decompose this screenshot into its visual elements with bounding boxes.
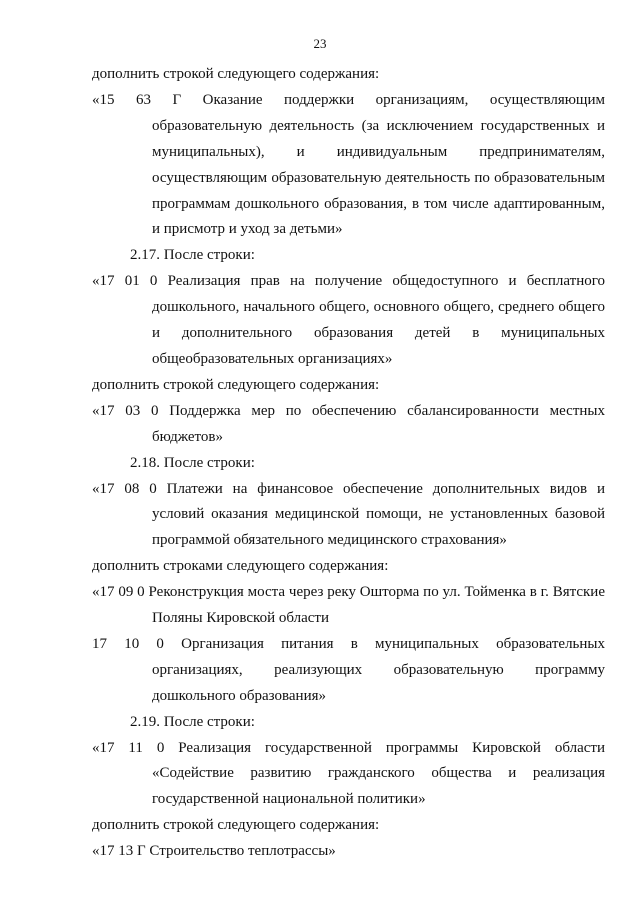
paragraph-code-entry: «17 11 0 Реализация государственной программы Кировской области «Содействие развитию гражданского общества и реализация государственной национальной политики» — [92, 739, 605, 808]
paragraph-section-heading: 2.18. После строки: — [130, 454, 255, 471]
paragraph-code-entry: «17 03 0 Поддержка мер по обеспечению сбалансированности местных бюджетов» — [92, 402, 605, 445]
paragraph-code-entry: «17 08 0 Платежи на финансовое обеспечение дополнительных видов и условий оказания медицинской помощи, не установленных базовой программой обязательного медицинского страхования» — [92, 480, 605, 549]
paragraph-section-heading: 2.17. После строки: — [130, 247, 255, 264]
paragraph-code-entry: «15 63 Г Оказание поддержки организациям, осуществляющим образовательную деятельность (за исключением государственных и муниципальных), и индивидуальным предпринимателям, осуществляющим образовательную деятельность по образовательным программам дошкольного образования, в том числе адаптированным, и присмотр и уход за детьми» — [92, 91, 605, 238]
paragraph-instruction: дополнить строкой следующего содержания: — [92, 376, 380, 393]
paragraph-instruction: дополнить строкой следующего содержания: — [92, 66, 380, 82]
paragraph-instruction: дополнить строкой следующего содержания: — [92, 817, 380, 834]
paragraph-instruction: дополнить строками следующего содержания: — [92, 558, 389, 575]
document-body — [92, 62, 605, 865]
paragraph-code-entry: 17 10 0 Организация питания в муниципальных образовательных организациях, реализующих образовательную программу дошкольного образования» — [92, 635, 605, 704]
paragraph-section-heading: 2.19. После строки: — [130, 713, 255, 730]
page-number: 23 — [313, 36, 327, 51]
paragraph-code-entry: «17 01 0 Реализация прав на получение общедоступного и бесплатного дошкольного, начального общего, основного общего, среднего общего и дополнительного образования детей в муниципальных общеобразовательных организациях» — [92, 273, 605, 367]
paragraph-code-entry: «17 09 0 Реконструкция моста через реку Ошторма по ул. Тойменка в г. Вятские Поляны Кировской области — [92, 584, 605, 627]
paragraph-code-entry-last: «17 13 Г Строительство теплотрассы» — [92, 843, 336, 860]
